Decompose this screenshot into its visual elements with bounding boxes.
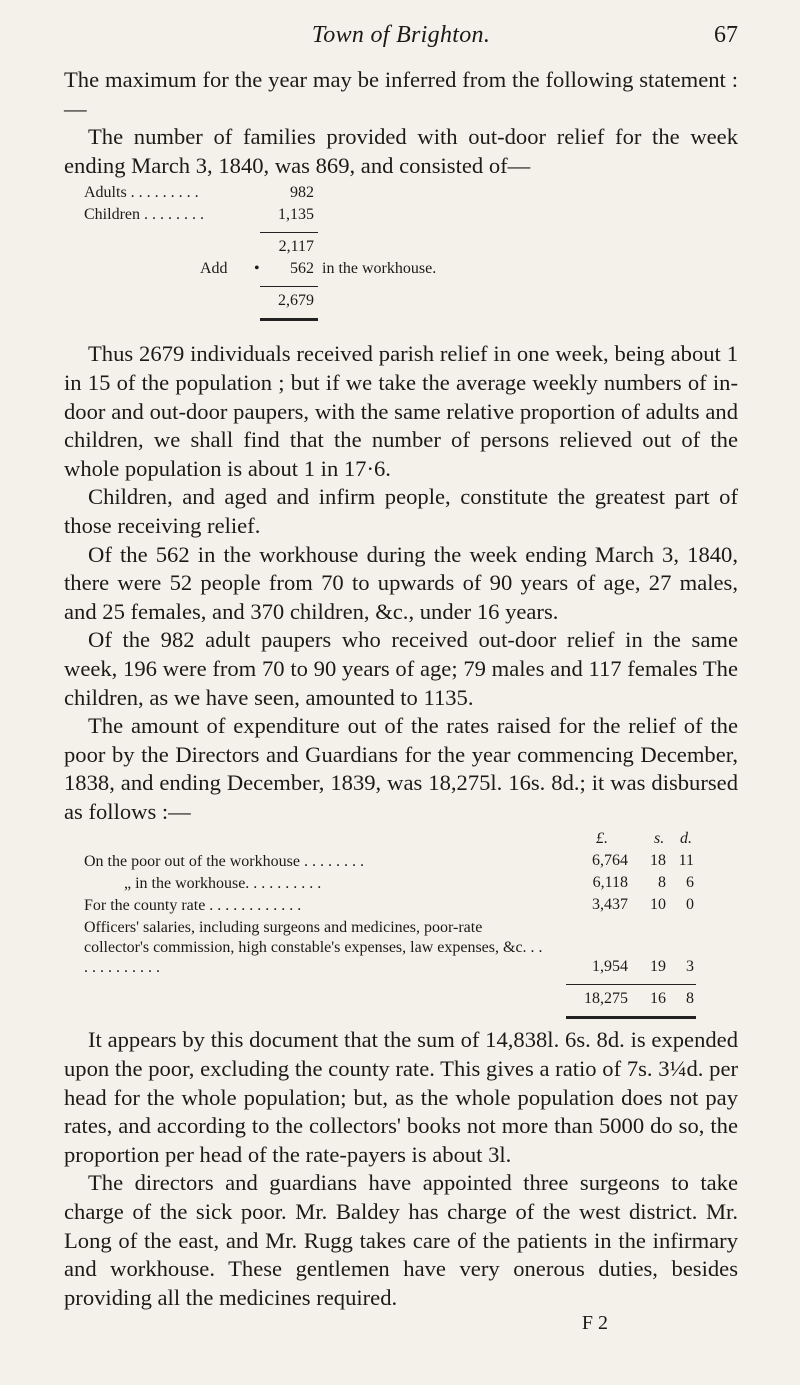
expense-total-double-rule [566,1016,696,1019]
expense-shillings-outdoor: 18 [650,852,666,870]
paragraph-workhouse: Of the 562 in the workhouse during the week ending March 3, 1840, there were 52 people from 70 to upwards of 90 years of age, 27 males, and 25 females, and 370 children, &c., under 16 years. [64,541,738,624]
expense-pounds-outdoor: 6,764 [592,852,628,870]
expense-label-county: For the county rate . . . . . . . . . . . . [84,897,302,915]
paragraph-individuals: Thus 2679 individuals received parish relief in one week, being about 1 in 15 of the population ; but if we take the average weekly numbers of in-door and out-door paupers, with the same relative proportion of adults and children, we shall find that the number of persons relieved out of the whole population is about 1 in 17·6. [64,341,738,481]
add-marker: • [254,260,260,278]
add-value: 562 [290,260,314,278]
expense-total-shillings: 16 [650,990,666,1008]
paragraph-intro: The maximum for the year may be inferred from the following statement :— [64,67,738,121]
expense-pence-outdoor: 11 [678,852,694,870]
page [64,22,738,1335]
adults-label: Adults . . . . . . . . . [84,184,199,202]
expense-pounds-officers: 1,954 [592,958,628,976]
paragraph-adult-paupers: Of the 982 adult paupers who received out-door relief in the same week, 196 were from 70 to 90 years of age; 79 males and 117 females The children, as we have seen, amounted to 1135. [64,627,738,710]
families-table [64,182,738,340]
paragraph-ratio: It appears by this document that the sum of 14,838l. 6s. 8d. is expended upon the poor, excluding the county rate. This gives a ratio of 7s. 3¼d. per head for the whole population; but, as the whole population does not pay rates, and according to the collectors' books not more than 5000 do so, the proportion per head of the rate-payers is about 3l. [64,1027,738,1167]
expense-total-pounds: 18,275 [584,990,628,1008]
subtotal-rule [260,232,318,233]
expense-pence-indoor: 6 [686,874,694,892]
expense-shillings-officers: 19 [650,958,666,976]
shillings-header: s. [654,830,665,848]
expense-label-outdoor: On the poor out of the workhouse . . . . . . . . [84,853,364,871]
page-number: 67 [714,22,738,48]
expense-pence-county: 0 [686,896,694,914]
add-note: in the workhouse. [322,260,437,278]
children-value: 1,135 [278,206,314,224]
pence-header: d. [680,830,692,848]
subtotal-value: 2,117 [278,238,314,256]
running-title: Town of Brighton. [311,22,491,48]
expense-pounds-indoor: 6,118 [592,874,628,892]
expense-label-officers: Officers' salaries, including surgeons and medicines, poor-rate collector's commission, high constable's expenses, law expenses, &c. . . . . . . . . . . . . [84,919,543,977]
total-rule [260,286,318,287]
expense-shillings-county: 10 [650,896,666,914]
paragraph-families: The number of families provided with out-door relief for the week ending March 3, 1840, was 869, and consisted of— [64,124,738,178]
paragraph-surgeons: The directors and guardians have appointed three surgeons to take charge of the sick poor. Mr. Baldey has charge of the west district. Mr. Long of the east, and Mr. Rugg takes care of the patients in the infirmary and workhouse. These gentlemen have very onerous duties, besides providing all the medicines required. [64,1170,738,1310]
signature-mark: F 2 [581,1312,608,1335]
expense-shillings-indoor: 8 [658,874,666,892]
expense-pounds-county: 3,437 [592,896,628,914]
children-label: Children . . . . . . . . [84,206,204,224]
paragraph-children-aged: Children, and aged and infirm people, constitute the greatest part of those receiving relief. [64,484,738,538]
expense-label-indoor: „ in the workhouse. . . . . . . . . . [124,875,322,893]
expense-pence-officers: 3 [686,958,694,976]
total-double-rule [260,318,318,321]
expense-total-rule [566,984,696,985]
expenditure-table [64,830,738,1026]
families-total: 2,679 [278,292,314,310]
adults-value: 982 [290,184,314,202]
add-label: Add [200,260,228,278]
paragraph-expenditure: The amount of expenditure out of the rates raised for the relief of the poor by the Directors and Guardians for the year commencing December, 1838, and ending December, 1839, was 18,275l. 16s. 8d.; it was disbursed as follows :— [64,713,738,824]
page-header [64,22,738,66]
pounds-header: £. [596,830,608,848]
expense-total-pence: 8 [686,990,694,1008]
